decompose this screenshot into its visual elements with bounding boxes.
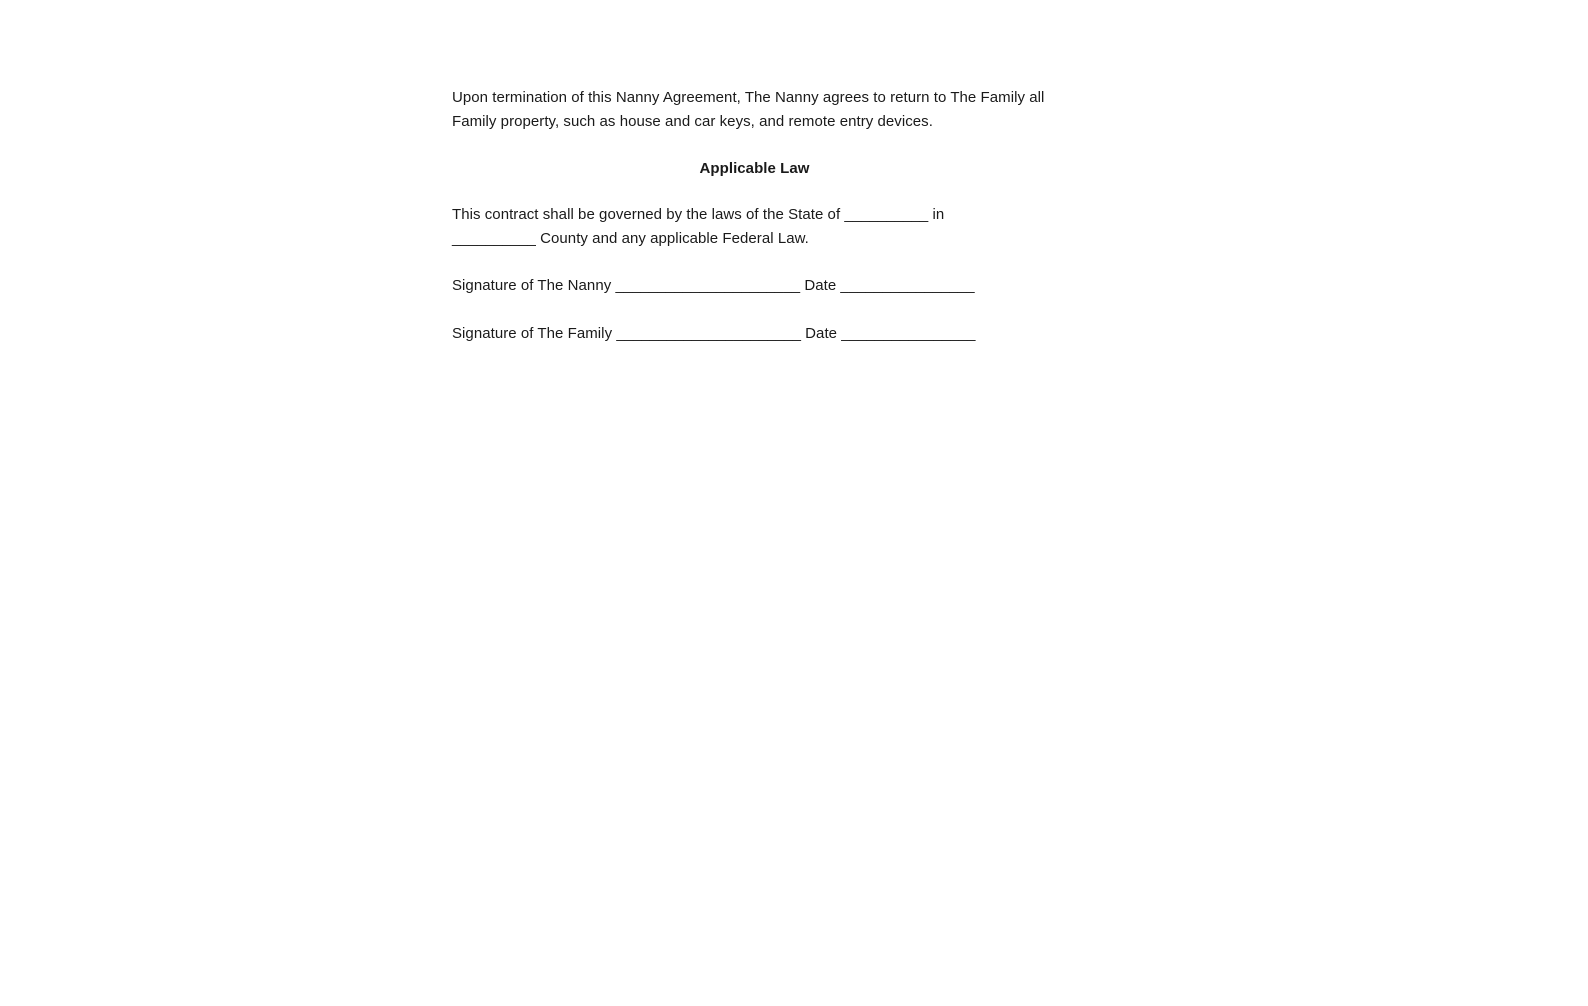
signature-family-line: Signature of The Family ______________________ Date ________________ bbox=[452, 325, 976, 342]
applicable-law-line-2: __________ County and any applicable Federal Law. bbox=[452, 229, 809, 247]
termination-paragraph: Upon termination of this Nanny Agreement, The Nanny agrees to return to The Family all Family property, such as house and car keys, and remote entry devices. bbox=[452, 89, 1045, 130]
applicable-law-paragraph bbox=[452, 203, 1072, 250]
applicable-law-heading: Applicable Law bbox=[699, 160, 810, 177]
applicable-law-line-1: This contract shall be governed by the laws of the State of __________ in bbox=[452, 206, 945, 223]
signature-nanny-line: Signature of The Nanny ______________________ Date ________________ bbox=[452, 277, 975, 294]
